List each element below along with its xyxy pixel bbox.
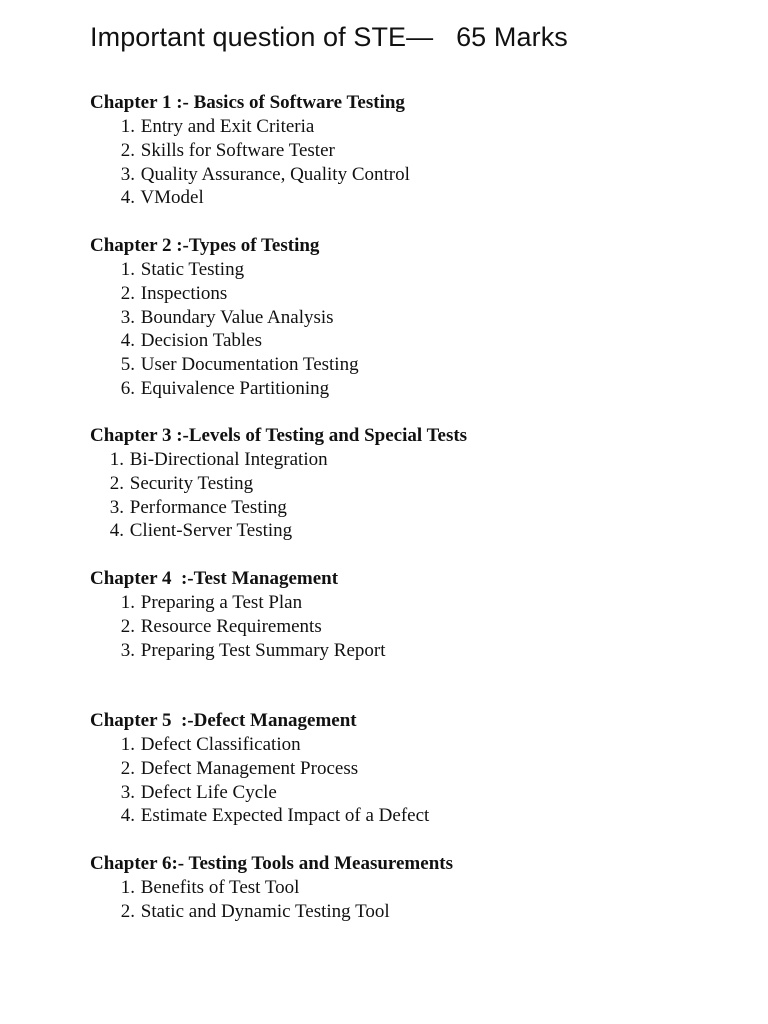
list-item — [90, 282, 359, 306]
list-item-text: Preparing a Test Plan — [140, 592, 303, 613]
chapter-1-section — [90, 91, 410, 210]
list-item-number: 3. — [109, 496, 124, 518]
list-item — [90, 804, 429, 828]
list-item-number: 3. — [120, 306, 135, 328]
list-item-number: 2. — [120, 757, 135, 779]
list-item-text: Client-Server Testing — [129, 520, 293, 542]
list-item — [90, 329, 359, 353]
chapter-5-section — [90, 709, 429, 828]
list-item-text: Defect Life Cycle — [140, 781, 277, 803]
chapter-question-list — [90, 876, 453, 924]
list-item — [90, 757, 429, 781]
list-item-text: Inspections — [140, 282, 228, 304]
list-item — [90, 733, 429, 757]
list-item — [90, 591, 386, 615]
list-item — [90, 377, 359, 401]
list-item — [90, 900, 453, 924]
list-item-text: Skills for Software Tester — [140, 139, 335, 161]
list-item-number: 1. — [120, 877, 135, 898]
list-item-number: 4. — [120, 330, 135, 352]
list-item-number: 2. — [109, 472, 124, 494]
list-item-text: Entry and Exit Criteria — [140, 116, 315, 137]
list-item-number: 2. — [120, 615, 135, 637]
list-item-text: Quality Assurance, Quality Control — [140, 163, 410, 185]
list-item — [90, 472, 467, 496]
list-item-text: Defect Management Process — [140, 757, 359, 779]
list-item — [90, 186, 410, 210]
chapter-4-section — [90, 567, 386, 662]
list-item-text: User Documentation Testing — [140, 354, 359, 376]
list-item — [90, 306, 359, 330]
chapter-question-list — [90, 115, 410, 210]
list-item-text: Equivalence Partitioning — [140, 377, 330, 399]
chapter-2-section — [90, 234, 359, 401]
page-title: Important question of STE— 65 Marks — [90, 22, 568, 52]
list-item-number: 1. — [120, 259, 135, 280]
list-item-number: 3. — [120, 781, 135, 803]
list-item — [90, 781, 429, 805]
chapter-heading: Chapter 4 :-Test Management — [90, 568, 339, 589]
list-item — [90, 496, 467, 520]
list-item — [90, 615, 386, 639]
list-item-number: 3. — [120, 639, 135, 661]
list-item-number: 1. — [109, 449, 124, 470]
list-item-number: 1. — [120, 116, 135, 137]
list-item-text: Resource Requirements — [140, 615, 322, 637]
list-item — [90, 258, 359, 282]
chapter-6-section — [90, 852, 453, 924]
list-item-number: 1. — [120, 734, 135, 755]
list-item-number: 2. — [120, 139, 135, 161]
chapter-3-section — [90, 424, 467, 543]
list-item-number: 6. — [120, 377, 135, 399]
list-item-text: Decision Tables — [140, 330, 263, 352]
list-item-text: Defect Classification — [140, 734, 301, 755]
list-item — [90, 353, 359, 377]
list-item-number: 2. — [120, 900, 135, 922]
list-item-text: Security Testing — [129, 472, 254, 494]
list-item-number: 1. — [120, 592, 135, 613]
list-item — [90, 876, 453, 900]
list-item-number: 4. — [109, 520, 124, 542]
list-item-number: 4. — [120, 187, 135, 209]
list-item-number: 5. — [120, 354, 135, 376]
list-item-number: 4. — [120, 805, 135, 827]
chapter-heading: Chapter 2 :-Types of Testing — [90, 235, 320, 256]
chapter-question-list — [90, 591, 386, 662]
list-item — [90, 163, 410, 187]
list-item-text: Estimate Expected Impact of a Defect — [140, 805, 430, 827]
chapter-heading: Chapter 5 :-Defect Management — [90, 710, 357, 731]
list-item — [90, 639, 386, 663]
chapter-heading: Chapter 3 :-Levels of Testing and Special Tests — [90, 425, 468, 446]
list-item-text: VModel — [140, 187, 204, 209]
list-item-number: 3. — [120, 163, 135, 185]
list-item-number: 2. — [120, 282, 135, 304]
list-item-text: Static and Dynamic Testing Tool — [140, 900, 390, 922]
list-item — [90, 139, 410, 163]
list-item-text: Static Testing — [140, 259, 245, 280]
list-item-text: Bi-Directional Integration — [129, 449, 328, 470]
chapter-heading: Chapter 1 :- Basics of Software Testing — [90, 92, 405, 113]
chapter-question-list — [90, 448, 467, 543]
list-item-text: Performance Testing — [129, 496, 287, 518]
list-item-text: Benefits of Test Tool — [140, 877, 300, 898]
chapter-question-list — [90, 258, 359, 401]
chapter-heading: Chapter 6:- Testing Tools and Measurements — [90, 853, 453, 874]
chapter-question-list — [90, 733, 429, 828]
list-item — [90, 519, 467, 543]
list-item-text: Preparing Test Summary Report — [140, 639, 386, 661]
list-item — [90, 448, 467, 472]
list-item-text: Boundary Value Analysis — [140, 306, 334, 328]
list-item — [90, 115, 410, 139]
